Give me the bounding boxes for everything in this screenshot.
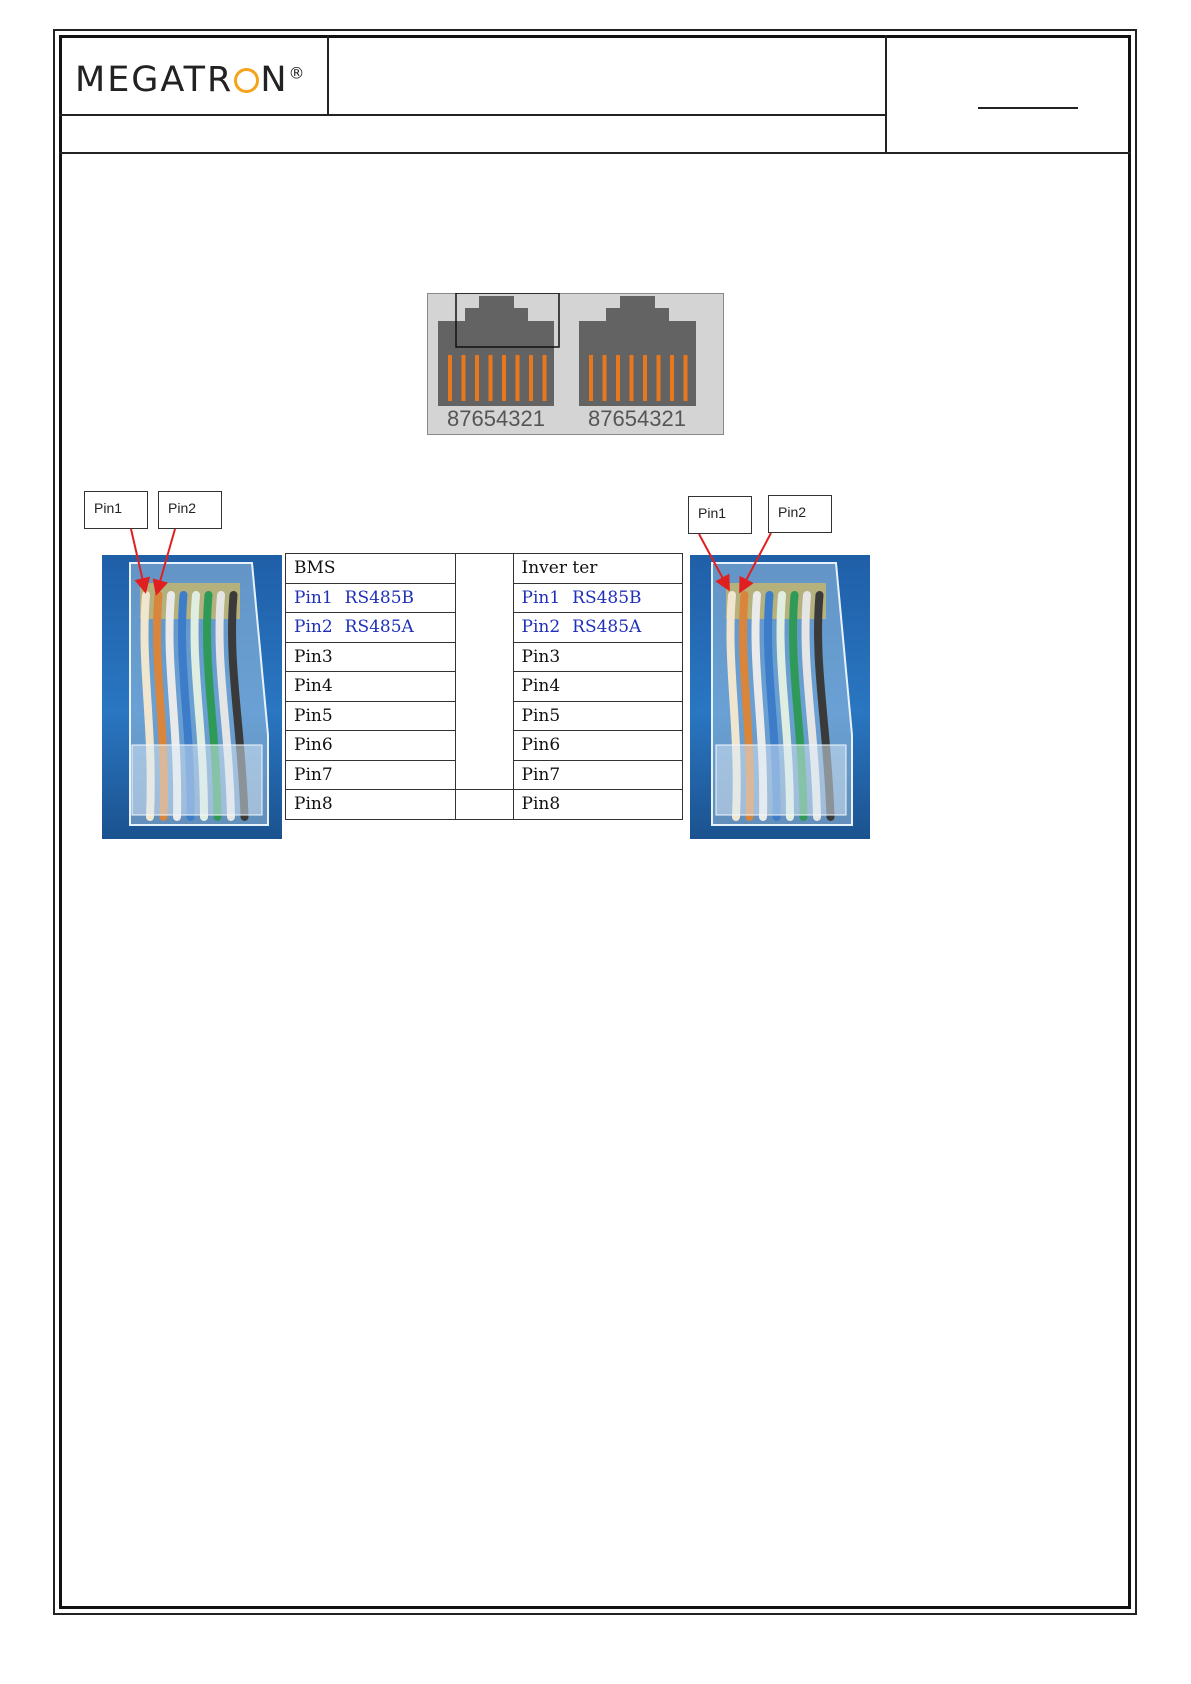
inverter-pin-label: Pin4 xyxy=(521,676,561,697)
bms-header: BMS xyxy=(286,554,456,584)
pin-table-body xyxy=(286,554,683,820)
bms-pin-cell xyxy=(286,760,456,790)
arrow-left-pin2 xyxy=(157,529,175,592)
table-middle-column xyxy=(455,554,513,790)
inverter-pin-cell xyxy=(513,760,683,790)
table-middle-cell xyxy=(455,790,513,820)
bms-signal-label: RS485A xyxy=(344,617,414,638)
table-header-row xyxy=(286,554,683,584)
bms-pin-label: Pin7 xyxy=(294,764,333,785)
inverter-pin-label: Pin1 xyxy=(521,587,561,608)
logo-text-start: MEGATR xyxy=(75,60,234,100)
bms-pin-cell xyxy=(286,642,456,672)
inverter-pin-cell xyxy=(513,583,683,613)
arrow-left-pin1 xyxy=(131,529,145,590)
inverter-pin-label: Pin8 xyxy=(521,794,561,815)
inverter-pin-label: Pin5 xyxy=(521,705,561,726)
callout-left-pin2: Pin2 xyxy=(158,491,222,529)
bms-pin-label: Pin2 xyxy=(294,617,333,638)
callout-right-pin1: Pin1 xyxy=(688,496,752,534)
callout-right-pin2: Pin2 xyxy=(768,495,832,533)
right-port-numbers: 87654321 xyxy=(588,406,686,431)
inverter-pin-cell xyxy=(513,672,683,702)
table-row xyxy=(286,790,683,820)
inverter-pin-cell xyxy=(513,790,683,820)
inverter-signal-label: RS485A xyxy=(572,617,642,638)
bms-pin-cell xyxy=(286,701,456,731)
bms-pin-label: Pin1 xyxy=(294,587,333,608)
bms-pin-cell xyxy=(286,731,456,761)
callout-left-pin1: Pin1 xyxy=(84,491,148,529)
bms-pin-cell xyxy=(286,613,456,643)
bms-pin-label: Pin6 xyxy=(294,735,333,756)
inverter-pin-cell xyxy=(513,613,683,643)
bms-pin-label: Pin8 xyxy=(294,794,333,815)
registered-mark: ® xyxy=(288,63,307,83)
bms-signal-label: RS485B xyxy=(344,587,415,608)
logo-text-end: N xyxy=(260,60,289,100)
inverter-pin-cell xyxy=(513,731,683,761)
inverter-pin-label: Pin6 xyxy=(521,735,561,756)
inverter-pin-cell xyxy=(513,701,683,731)
inverter-signal-label: RS485B xyxy=(572,587,642,608)
inverter-pin-label: Pin3 xyxy=(521,646,561,667)
inverter-pin-label: Pin7 xyxy=(521,764,561,785)
inverter-header: Inver ter xyxy=(513,554,683,584)
bms-pin-label: Pin4 xyxy=(294,676,333,697)
pin-mapping-table xyxy=(285,553,683,820)
bms-pin-cell xyxy=(286,790,456,820)
bms-pin-label: Pin5 xyxy=(294,705,333,726)
left-port-numbers: 87654321 xyxy=(447,406,545,431)
inverter-pin-cell xyxy=(513,642,683,672)
arrow-right-pin2 xyxy=(741,533,771,590)
bms-pin-label: Pin3 xyxy=(294,646,333,667)
bms-pin-cell xyxy=(286,583,456,613)
inverter-pin-label: Pin2 xyxy=(521,617,561,638)
bms-pin-cell xyxy=(286,672,456,702)
arrow-right-pin1 xyxy=(699,534,728,588)
